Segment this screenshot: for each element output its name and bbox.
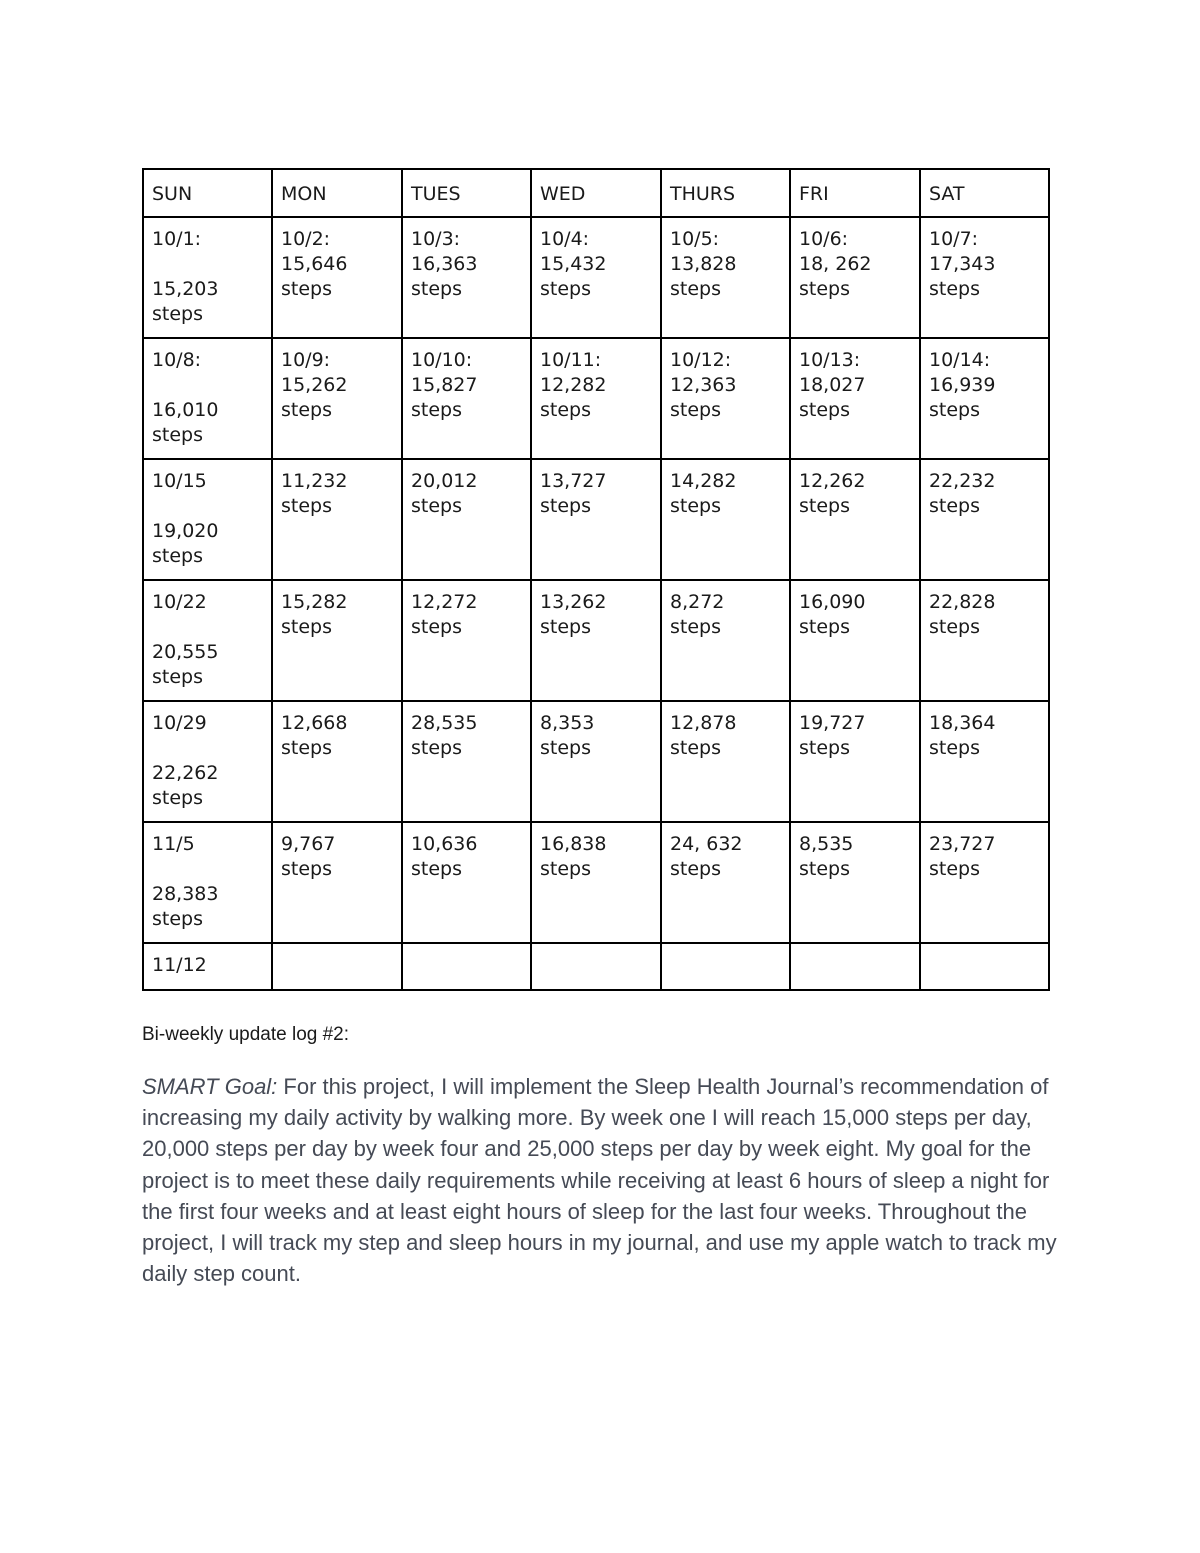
table-cell: 8,535 steps bbox=[790, 822, 920, 943]
table-cell: 10/6: 18, 262 steps bbox=[790, 217, 920, 338]
table-row bbox=[143, 943, 1049, 990]
table-cell: 12,262 steps bbox=[790, 459, 920, 580]
table-cell: 24, 632 steps bbox=[661, 822, 790, 943]
smart-goal-paragraph bbox=[142, 1071, 1072, 1289]
smart-goal-text: For this project, I will implement the Sleep Health Journal’s recommendation of increasing my daily activity by walking more. By week one I will reach 15,000 steps per day, 20,000 steps per day by week four and 25,000 steps per day by week eight. My goal for the project is to meet these daily requirements while receiving at least 6 hours of sleep a night for the first four weeks and at least eight hours of sleep for the last four weeks. Throughout the project, I will track my step and sleep hours in my journal, and use my apple watch to track my daily step count. bbox=[142, 1074, 1057, 1287]
table-row bbox=[143, 701, 1049, 822]
table-row bbox=[143, 459, 1049, 580]
table-cell: 10/8: 16,010 steps bbox=[143, 338, 272, 459]
table-cell: 10/12: 12,363 steps bbox=[661, 338, 790, 459]
table-cell: 14,282 steps bbox=[661, 459, 790, 580]
header-cell-fri: FRI bbox=[790, 169, 920, 217]
table-cell: 10/5: 13,828 steps bbox=[661, 217, 790, 338]
table-cell bbox=[661, 943, 790, 990]
table-row bbox=[143, 338, 1049, 459]
step-count-table bbox=[142, 168, 1050, 991]
table-cell: 10/10: 15,827 steps bbox=[402, 338, 531, 459]
table-cell: 10/9: 15,262 steps bbox=[272, 338, 402, 459]
table-cell bbox=[272, 943, 402, 990]
table-cell: 10/4: 15,432 steps bbox=[531, 217, 661, 338]
table-cell: 10,636 steps bbox=[402, 822, 531, 943]
table-cell: 11/5 28,383 steps bbox=[143, 822, 272, 943]
table-cell: 10/1: 15,203 steps bbox=[143, 217, 272, 338]
table-cell: 11/12 bbox=[143, 943, 272, 990]
table-cell bbox=[920, 943, 1049, 990]
header-cell-sun: SUN bbox=[143, 169, 272, 217]
table-cell: 15,282 steps bbox=[272, 580, 402, 701]
table-row bbox=[143, 822, 1049, 943]
table-cell bbox=[402, 943, 531, 990]
table-cell: 10/2: 15,646 steps bbox=[272, 217, 402, 338]
table-cell: 22,232 steps bbox=[920, 459, 1049, 580]
header-cell-sat: SAT bbox=[920, 169, 1049, 217]
table-cell: 10/13: 18,027 steps bbox=[790, 338, 920, 459]
table-cell: 10/3: 16,363 steps bbox=[402, 217, 531, 338]
table-cell: 19,727 steps bbox=[790, 701, 920, 822]
table-cell: 12,878 steps bbox=[661, 701, 790, 822]
table-cell: 16,090 steps bbox=[790, 580, 920, 701]
table-cell: 13,727 steps bbox=[531, 459, 661, 580]
table-cell bbox=[531, 943, 661, 990]
table-cell: 8,272 steps bbox=[661, 580, 790, 701]
update-log-title: Bi-weekly update log #2: bbox=[142, 1024, 350, 1045]
table-cell: 20,012 steps bbox=[402, 459, 531, 580]
table-cell: 10/22 20,555 steps bbox=[143, 580, 272, 701]
table-cell: 10/29 22,262 steps bbox=[143, 701, 272, 822]
table-cell: 11,232 steps bbox=[272, 459, 402, 580]
header-cell-mon: MON bbox=[272, 169, 402, 217]
table-cell: 23,727 steps bbox=[920, 822, 1049, 943]
table-header-row bbox=[143, 169, 1049, 217]
table-cell: 16,838 steps bbox=[531, 822, 661, 943]
table-cell: 10/7: 17,343 steps bbox=[920, 217, 1049, 338]
table-cell: 12,668 steps bbox=[272, 701, 402, 822]
table-cell: 10/15 19,020 steps bbox=[143, 459, 272, 580]
table-cell bbox=[790, 943, 920, 990]
header-cell-wed: WED bbox=[531, 169, 661, 217]
table-cell: 13,262 steps bbox=[531, 580, 661, 701]
table-cell: 10/11: 12,282 steps bbox=[531, 338, 661, 459]
table-cell: 22,828 steps bbox=[920, 580, 1049, 701]
table-cell: 18,364 steps bbox=[920, 701, 1049, 822]
table-row bbox=[143, 217, 1049, 338]
table-cell: 12,272 steps bbox=[402, 580, 531, 701]
table-cell: 8,353 steps bbox=[531, 701, 661, 822]
table-row bbox=[143, 580, 1049, 701]
smart-goal-label: SMART Goal: bbox=[142, 1074, 278, 1099]
header-cell-thurs: THURS bbox=[661, 169, 790, 217]
table-cell: 28,535 steps bbox=[402, 701, 531, 822]
table-cell: 9,767 steps bbox=[272, 822, 402, 943]
header-cell-tues: TUES bbox=[402, 169, 531, 217]
table-cell: 10/14: 16,939 steps bbox=[920, 338, 1049, 459]
